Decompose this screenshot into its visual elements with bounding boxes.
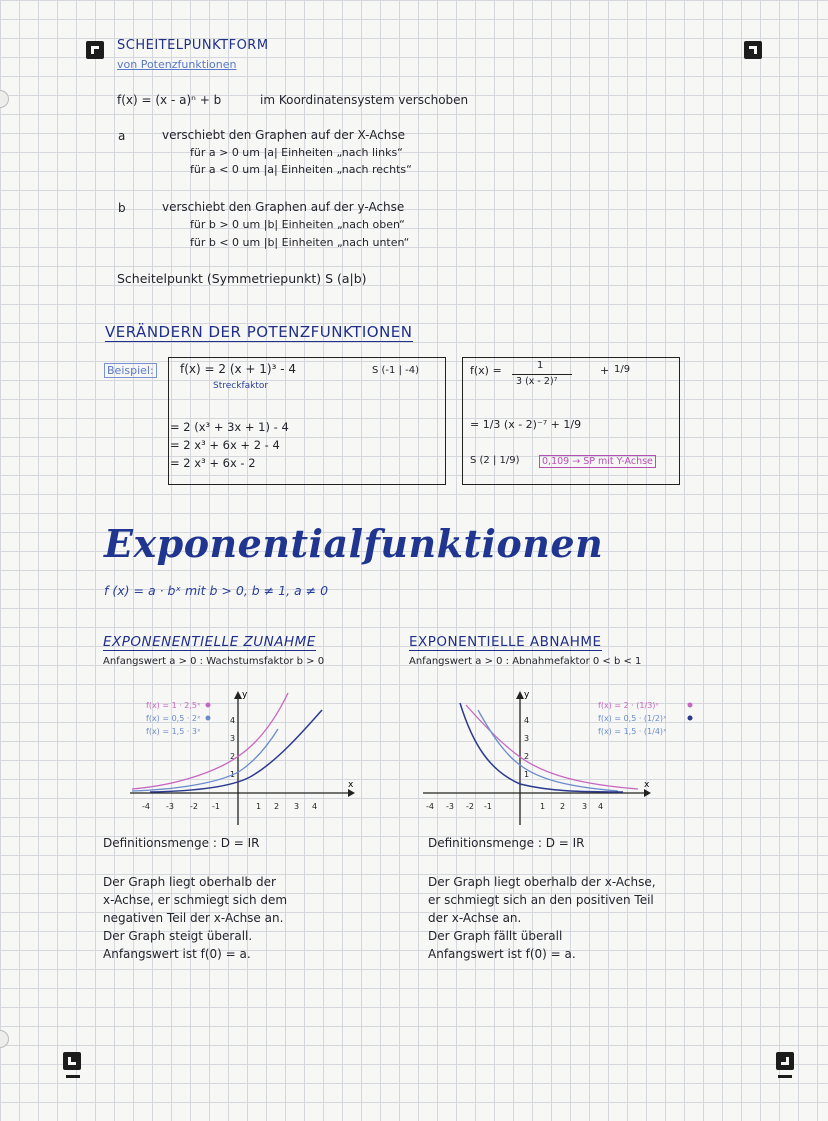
corner-marker-bar [778,1075,792,1078]
y-ticks [230,716,235,779]
zunahme-graph [110,685,360,830]
a-line-1: verschiebt den Graphen auf der X-Achse [162,128,406,142]
x-tick-label: -4 [142,802,150,811]
b-line-3: für b < 0 um |b| Einheiten „nach unten“ [190,236,410,249]
x-tick-label: 3 [582,802,588,811]
x-ticks [426,802,603,811]
x-ticks [142,802,317,811]
legend-entry: f(x) = 2 · (1/3)ˣ [598,701,659,710]
y-tick-label: 2 [230,752,236,761]
b-line-1: verschiebt den Graphen auf der y-Achse [162,200,405,214]
x-tick-label: -2 [466,802,474,811]
x-tick-label: -1 [484,802,492,811]
corner-marker-top-left [86,41,104,59]
x-tick-label: -1 [212,802,220,811]
box2-numerator: 1 [537,360,544,371]
x-tick-label: -3 [166,802,174,811]
abnahme-text-5: Anfangswert ist f(0) = a. [428,947,576,961]
zunahme-text-1: Der Graph liegt oberhalb der [103,875,276,889]
y-tick-label: 1 [524,770,530,779]
box1-vertex: S (-1 | -4) [372,365,419,376]
x-tick-label: -4 [426,802,434,811]
binder-hole [0,90,9,108]
box2-formula-prefix: f(x) = [470,364,502,377]
x-tick-label: 1 [540,802,546,811]
abnahme-heading: EXPONENTIELLE ABNAHME [409,634,602,650]
a-line-3: für a < 0 um |a| Einheiten „nach rechts“ [190,163,412,176]
y-axis-arrow [234,691,242,699]
zunahme-text-3: negativen Teil der x-Achse an. [103,911,284,925]
x-tick-label: 2 [560,802,566,811]
y-tick-label: 4 [524,716,530,725]
x-tick-label: 2 [274,802,280,811]
legend-entry: f(x) = 1,5 · (1/4)ˣ [598,727,667,736]
box1-step-2: = 2 x³ + 6x + 2 - 4 [170,438,280,452]
legend-dot [688,716,693,721]
legend-dot [688,703,693,708]
box2-step: = 1/3 (x - 2)⁻⁷ + 1/9 [470,418,582,431]
scheitel-title: SCHEITELPUNKTFORM [117,38,269,53]
a-label: a [118,129,126,143]
x-axis-label: x [644,780,650,790]
box1-step-3: = 2 x³ + 6x - 2 [170,456,256,470]
abnahme-graph [418,685,708,830]
y-axis-arrow [516,691,524,699]
x-axis-label: x [348,780,354,790]
y-axis-label: y [242,690,248,700]
zunahme-definitionsmenge: Definitionsmenge : D = IR [103,836,260,850]
zunahme-heading: EXPONENENTIELLE ZUNAHME [103,634,316,650]
y-tick-label: 1 [230,770,236,779]
x-tick-label: -3 [446,802,454,811]
y-axis-label: y [524,690,530,700]
b-line-2: für b > 0 um |b| Einheiten „nach oben“ [190,218,405,231]
box1-formula: f(x) = 2 (x + 1)³ - 4 [180,362,297,376]
legend-dot [206,716,211,721]
abnahme-sub: Anfangswert a > 0 : Abnahmefaktor 0 < b < 1 [409,656,642,667]
expo-definition: f (x) = a · bˣ mit b > 0, b ≠ 1, a ≠ 0 [104,583,329,598]
abnahme-text-3: der x-Achse an. [428,911,522,925]
zunahme-text-2: x-Achse, er schmiegt sich dem [103,893,288,907]
y-tick-label: 2 [524,752,530,761]
abnahme-definitionsmenge: Definitionsmenge : D = IR [428,836,585,850]
scheitel-formula: f(x) = (x - a)ⁿ + b [117,93,222,107]
abnahme-text-1: Der Graph liegt oberhalb der x-Achse, [428,875,656,889]
scheitel-subtitle: von Potenzfunktionen [117,58,237,71]
y-tick-label: 4 [230,716,236,725]
corner-marker-bottom-left [63,1052,81,1070]
abnahme-text-4: Der Graph fällt überall [428,929,563,943]
x-axis-arrow [348,789,355,797]
x-tick-label: 4 [598,802,604,811]
corner-marker-bottom-right [776,1052,794,1070]
legend [146,701,211,736]
box2-note: 0,109 → SP mit Y-Achse [539,455,656,468]
box2-vertex: S (2 | 1/9) [470,455,520,466]
scheitel-formula-note: im Koordinatensystem verschoben [260,93,469,107]
beispiel-label: Beispiel: [104,363,157,378]
b-label: b [118,201,126,215]
x-tick-label: 1 [256,802,262,811]
legend-entry: f(x) = 1,5 · 3ˣ [146,727,201,736]
legend-entry: f(x) = 1 · 2,5ˣ [146,701,201,710]
zunahme-text-5: Anfangswert ist f(0) = a. [103,947,251,961]
x-tick-label: -2 [190,802,198,811]
legend-entry: f(x) = 0,5 · (1/2)ˣ [598,714,667,723]
expo-title: Exponentialfunktionen [104,521,604,566]
box1-streckfaktor: Streckfaktor [213,381,269,391]
legend-dot [206,703,211,708]
vertex-text: Scheitelpunkt (Symmetriepunkt) S (a|b) [117,271,367,286]
legend-entry: f(x) = 0,5 · 2ˣ [146,714,201,723]
zunahme-text-4: Der Graph steigt überall. [103,929,253,943]
curve-light-blue [132,729,278,791]
legend [598,701,693,736]
box2-fraction-bar [512,374,572,375]
abnahme-text-2: er schmiegt sich an den positiven Teil [428,893,654,907]
zunahme-sub: Anfangswert a > 0 : Wachstumsfaktor b > 0 [103,656,325,667]
corner-marker-bar [66,1075,80,1078]
box2-denominator: 3 (x - 2)⁷ [516,376,558,387]
corner-marker-top-right [744,41,762,59]
box1-step-1: = 2 (x³ + 3x + 1) - 4 [170,420,289,434]
y-tick-label: 3 [230,734,236,743]
box2-ninth: 1/9 [614,364,631,375]
x-axis-arrow [644,789,651,797]
binder-hole [0,1030,9,1048]
curve-light-blue [478,710,618,791]
a-line-2: für a > 0 um |a| Einheiten „nach links“ [190,146,403,159]
x-tick-label: 3 [294,802,300,811]
y-tick-label: 3 [524,734,530,743]
veraendern-heading: VERÄNDERN DER POTENZFUNKTIONEN [105,323,413,341]
x-tick-label: 4 [312,802,318,811]
box2-plus: + [600,364,610,377]
